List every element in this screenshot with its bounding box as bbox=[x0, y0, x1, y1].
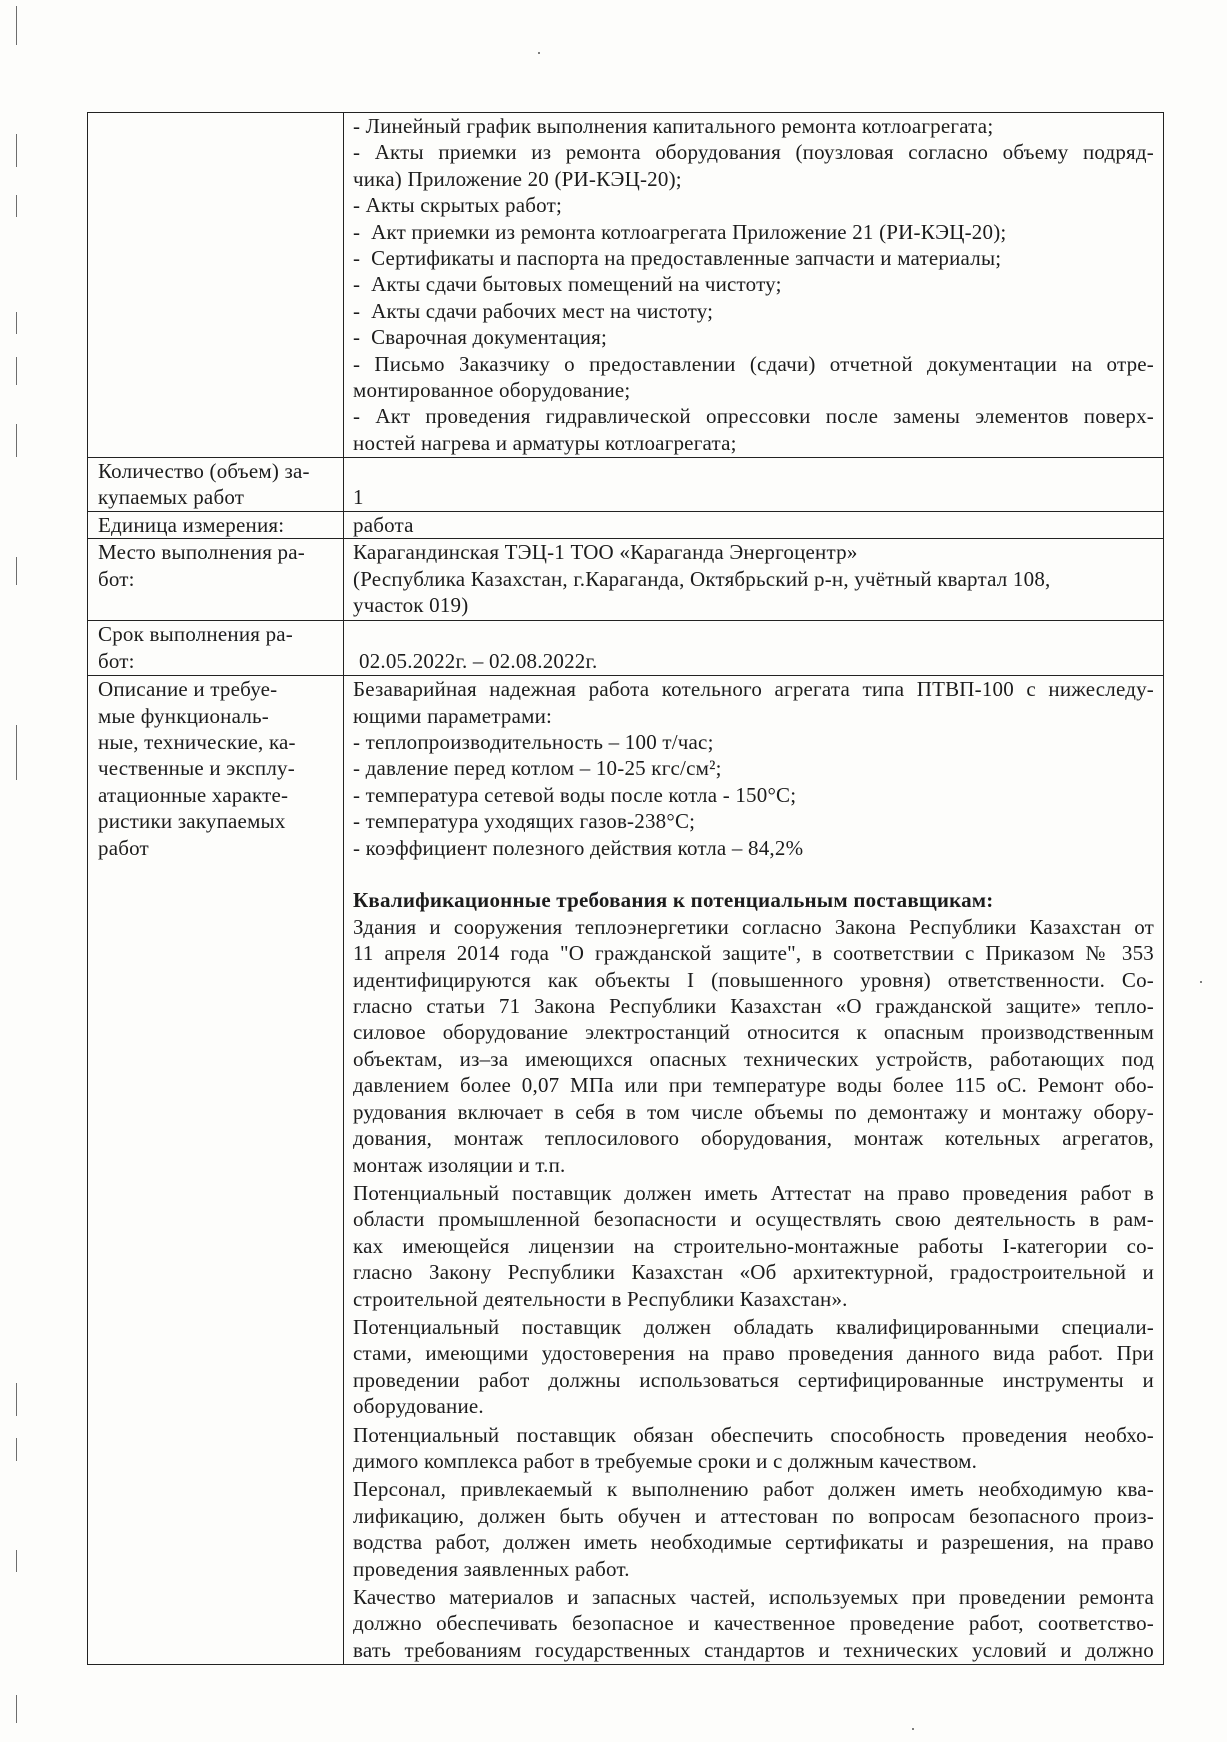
table-row bbox=[88, 512, 1164, 539]
text-line: - Линейный график выполнения капитального ремонта котлоагрегата; bbox=[353, 114, 994, 138]
text-line: лификацию, должен быть обучен и аттестован по вопросам безопасного произ- bbox=[353, 1503, 1154, 1528]
text-line: монтаж изоляции и т.п. bbox=[353, 1152, 566, 1177]
text-line: 11 апреля 2014 года "О гражданской защите", в соответствии с Приказом № 353 bbox=[353, 941, 1154, 966]
label-line: Срок выполнения ра- bbox=[98, 622, 293, 647]
text-line: Безаварийная надежная работа котельного агрегата типа ПТВП-100 с нижеследу- bbox=[353, 677, 1154, 702]
label-cell bbox=[88, 621, 344, 676]
scan-edge-mark bbox=[16, 1438, 17, 1461]
quantity-value: 1 bbox=[353, 485, 364, 510]
text-line: - Акты сдачи рабочих мест на чистоту; bbox=[353, 298, 714, 323]
table-row bbox=[88, 458, 1164, 512]
text-line: - Сварочная документация; bbox=[353, 325, 608, 350]
text-line: Потенциальный поставщик должен иметь Аттестат на право проведения работ в bbox=[353, 1180, 1154, 1205]
blank-line bbox=[353, 621, 1154, 647]
text-line: ностей нагрева и арматуры котлоагрегата; bbox=[353, 430, 737, 455]
table-row bbox=[88, 621, 1164, 676]
scan-edge-mark bbox=[16, 195, 17, 217]
label-line: работ bbox=[98, 835, 149, 860]
text-line: гласно статьи 71 Закона Республики Казахстан «О гражданской защите» тепло- bbox=[353, 994, 1154, 1019]
label-cell bbox=[88, 113, 344, 458]
scan-edge-mark bbox=[16, 312, 17, 334]
label-line: бот: bbox=[98, 566, 135, 591]
scan-edge-mark bbox=[16, 1550, 17, 1572]
section-heading: Квалификационные требования к потенциальным поставщикам: bbox=[353, 888, 994, 913]
label-line: атационные характе- bbox=[98, 782, 289, 807]
table-row bbox=[88, 113, 1164, 458]
text-line: (Республика Казахстан, г.Караганда, Октябрьский р-н, учётный квартал 108, bbox=[353, 566, 1051, 591]
value-cell bbox=[344, 113, 1164, 458]
text-line: Потенциальный поставщик должен обладать квалифицированными специали- bbox=[353, 1314, 1154, 1339]
scan-edge-mark bbox=[16, 134, 17, 167]
text-line: - коэффициент полезного действия котла – 84,2% bbox=[353, 835, 804, 860]
text-line: - Акт проведения гидравлической опрессовки после замены элементов поверх- bbox=[353, 404, 1154, 429]
text-line: - температура уходящих газов-238°С; bbox=[353, 809, 696, 834]
text-line: водства работ, должен иметь необходимые сертификаты и разрешения, на право bbox=[353, 1530, 1154, 1555]
value-cell bbox=[344, 539, 1164, 621]
blank-line bbox=[353, 458, 1154, 484]
label-cell bbox=[88, 676, 344, 1665]
label-line: Количество (объем) за- bbox=[98, 459, 310, 483]
text-line: Карагандинская ТЭЦ-1 ТОО «Караганда Энергоцентр» bbox=[353, 540, 858, 565]
text-line: оборудование. bbox=[353, 1394, 484, 1419]
text-line: области промышленной безопасности и осуществлять свою деятельность в рам- bbox=[353, 1207, 1154, 1232]
text-line: - теплопроизводительность – 100 т/час; bbox=[353, 730, 714, 755]
value-cell bbox=[344, 458, 1164, 512]
table-row bbox=[88, 539, 1164, 621]
scan-edge-mark bbox=[16, 1695, 17, 1723]
text-line: ках имеющейся лицензии на строительно-монтажные работы I-категории со- bbox=[353, 1233, 1154, 1258]
text-line: Качество материалов и запасных частей, используемых при проведении ремонта bbox=[353, 1585, 1154, 1610]
label-line: ные, технические, ка- bbox=[98, 730, 296, 755]
label-cell bbox=[88, 539, 344, 621]
text-line: Здания и сооружения теплоэнергетики согласно Закона Республики Казахстан от bbox=[353, 914, 1154, 939]
text-line: - Акты сдачи бытовых помещений на чистоту; bbox=[353, 272, 782, 297]
text-line: - Акты скрытых работ; bbox=[353, 193, 562, 218]
text-line: - температура сетевой воды после котла - 150°С; bbox=[353, 782, 797, 807]
label-line: ристики закупаемых bbox=[98, 809, 286, 834]
text-line: идентифицируются как объекты I (повышенного уровня) ответственности. Со- bbox=[353, 967, 1154, 992]
scan-speck bbox=[912, 1728, 914, 1730]
text-line: проведении работ должны использоваться сертифицированные инструменты и bbox=[353, 1367, 1154, 1392]
text-line: давлением более 0,07 МПа или при температуре воды более 115 оС. Ремонт обо- bbox=[353, 1073, 1154, 1098]
text-line: - Сертификаты и паспорта на предоставленные запчасти и материалы; bbox=[353, 246, 1002, 271]
value-cell bbox=[344, 676, 1164, 1665]
text-line: - давление перед котлом – 10-25 кгс/см²; bbox=[353, 756, 722, 781]
text-line: объектам, из–за имеющихся опасных технических устройств, работающих под bbox=[353, 1046, 1154, 1071]
text-line: участок 019) bbox=[353, 593, 469, 618]
label-line: чественные и эксплу- bbox=[98, 756, 295, 781]
value-cell bbox=[344, 512, 1164, 539]
scan-edge-mark bbox=[16, 725, 17, 780]
text-line: - Письмо Заказчику о предоставлении (сдачи) отчетной документации на отре- bbox=[353, 351, 1154, 376]
scan-speck bbox=[1200, 981, 1202, 983]
text-line: проведения заявленных работ. bbox=[353, 1556, 630, 1581]
text-line: - Акт приемки из ремонта котлоагрегата Приложение 21 (РИ-КЭЦ-20); bbox=[353, 219, 1007, 244]
text-line: димого комплекса работ в требуемые сроки и с должным качеством. bbox=[353, 1448, 978, 1473]
text-line: гласно Закону Республики Казахстан «Об архитектурной, градостроительной и bbox=[353, 1260, 1154, 1285]
label-line: бот: bbox=[98, 648, 135, 673]
scan-speck bbox=[538, 52, 540, 54]
value-cell bbox=[344, 621, 1164, 676]
text-line: - Акты приемки из ремонта оборудования (поузловая согласно объему подряд- bbox=[353, 140, 1154, 165]
requirements-table bbox=[87, 112, 1164, 1665]
text-line: силовое оборудование электростанций относится к опасным производственным bbox=[353, 1020, 1154, 1045]
label-cell bbox=[88, 512, 344, 539]
label-line: мые функциональ- bbox=[98, 703, 269, 728]
text-line: чика) Приложение 20 (РИ-КЭЦ-20); bbox=[353, 166, 682, 191]
text-line: должно обеспечивать безопасное и качественное проведение работ, соответство- bbox=[353, 1611, 1154, 1636]
scan-edge-mark bbox=[16, 6, 17, 45]
text-line: Потенциальный поставщик обязан обеспечить способность проведения необхо- bbox=[353, 1422, 1154, 1447]
label-line: Место выполнения ра- bbox=[98, 540, 305, 565]
text-line: вать требованиям государственных стандартов и технических условий и должно bbox=[353, 1637, 1154, 1662]
scan-edge-mark bbox=[16, 1383, 17, 1416]
text-line: рудования включает в себя в том числе объемы по демонтажу и монтажу обору- bbox=[353, 1099, 1154, 1124]
label-line: Описание и требуе- bbox=[98, 677, 278, 702]
label-line: купаемых работ bbox=[98, 485, 245, 510]
scan-edge-mark bbox=[16, 557, 17, 585]
scan-edge-mark bbox=[16, 424, 17, 457]
text-line: дования, монтаж теплосилового оборудования, монтаж котельных агрегатов, bbox=[353, 1126, 1154, 1151]
text-line: стами, имеющими удостоверения на право проведения данного вида работ. При bbox=[353, 1341, 1154, 1366]
text-line: Персонал, привлекаемый к выполнению работ должен иметь необходимую ква- bbox=[353, 1477, 1154, 1502]
text-line: ющими параметрами: bbox=[353, 703, 553, 728]
term-value: 02.05.2022г. – 02.08.2022г. bbox=[359, 648, 598, 673]
label-line: Единица измерения: bbox=[98, 512, 285, 537]
unit-value: работа bbox=[353, 512, 414, 537]
label-cell bbox=[88, 458, 344, 512]
blank-line bbox=[353, 861, 1154, 887]
text-line: монтированное оборудование; bbox=[353, 378, 631, 403]
text-line: строительной деятельности в Республики Казахстан». bbox=[353, 1286, 848, 1311]
table-row bbox=[88, 676, 1164, 1665]
scan-edge-mark bbox=[16, 357, 17, 385]
